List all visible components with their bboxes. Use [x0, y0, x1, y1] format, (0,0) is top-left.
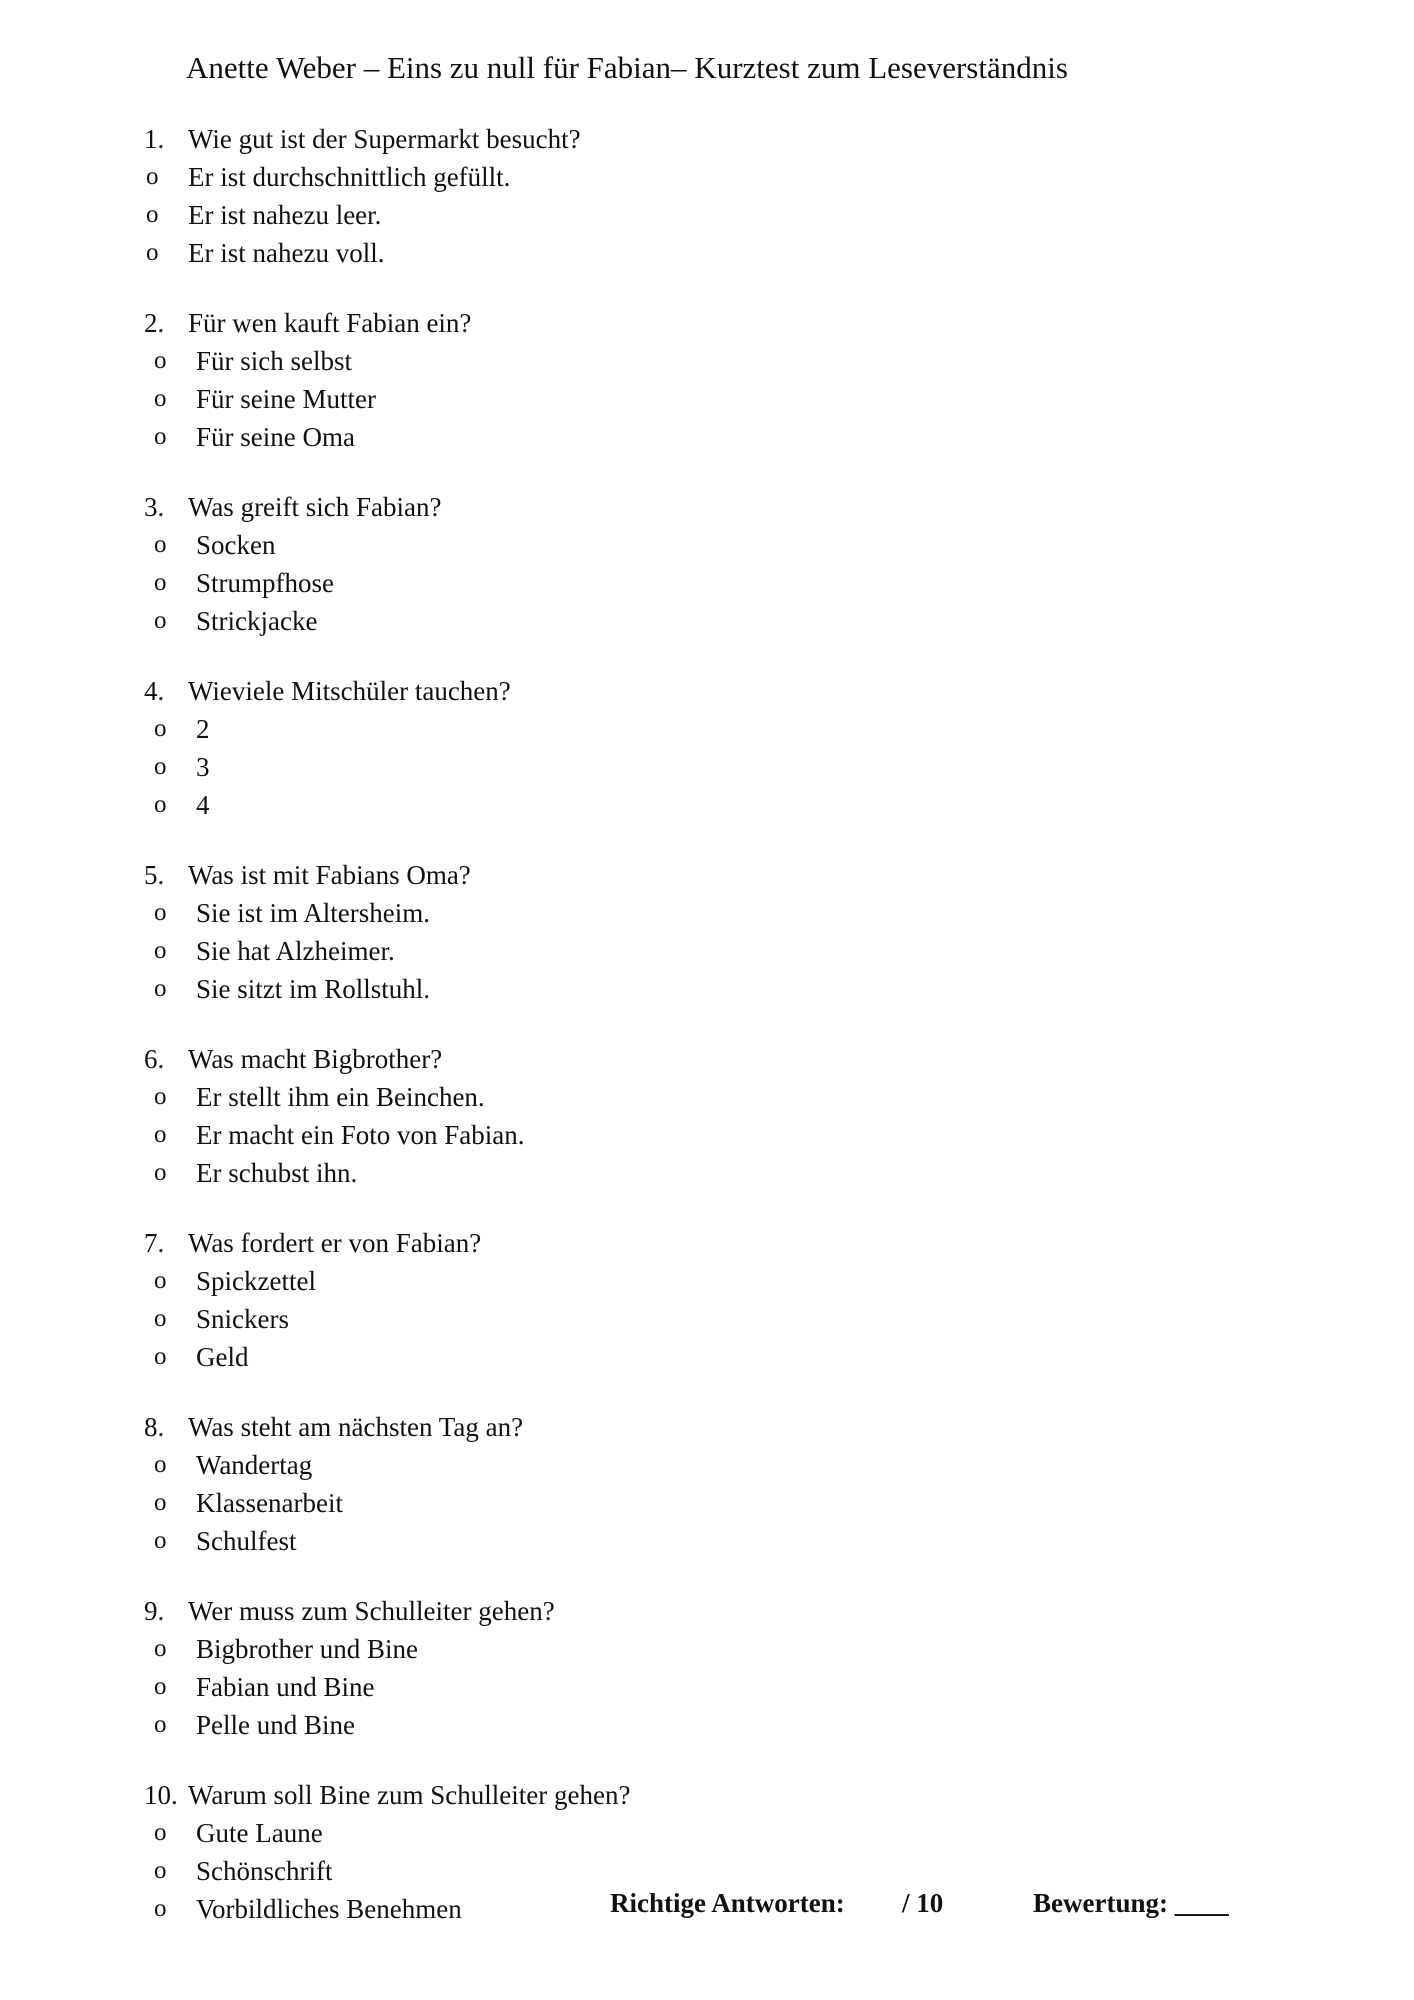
answer-option-text: Bigbrother und Bine — [196, 1634, 418, 1664]
question-9 — [144, 1592, 1344, 1776]
answer-option-text: Sie sitzt im Rollstuhl. — [196, 974, 431, 1004]
answer-option[interactable] — [144, 418, 1344, 456]
question-number: 7. — [144, 1228, 165, 1258]
answer-option[interactable] — [144, 1154, 1344, 1192]
answer-option-text: Gute Laune — [196, 1818, 323, 1848]
answer-option[interactable] — [144, 748, 1344, 786]
page-title: Anette Weber – Eins zu null für Fabian– Kurztest zum Leseverständnis — [186, 50, 1068, 85]
checkbox-circle-icon[interactable]: o — [154, 1267, 167, 1294]
answer-option-text: Sie ist im Altersheim. — [196, 898, 430, 928]
question-number: 6. — [144, 1044, 165, 1074]
answer-option-text: Für sich selbst — [196, 346, 353, 376]
answer-option-text: Socken — [196, 530, 276, 560]
answer-option-text: Geld — [196, 1342, 249, 1372]
answer-option[interactable] — [144, 786, 1344, 824]
answer-option[interactable] — [144, 1338, 1344, 1376]
answer-option-text: Sie hat Alzheimer. — [196, 936, 395, 966]
answer-option[interactable] — [144, 1814, 1344, 1852]
checkbox-circle-icon[interactable]: o — [154, 1527, 167, 1554]
checkbox-circle-icon[interactable]: o — [154, 1711, 167, 1738]
correct-answers-label: Richtige Antworten: — [610, 1888, 845, 1918]
answer-option-text: Schulfest — [196, 1526, 297, 1556]
answer-option[interactable] — [144, 1668, 1344, 1706]
question-number: 3. — [144, 492, 165, 522]
answer-option[interactable] — [144, 526, 1344, 564]
answer-option-text: Fabian und Bine — [196, 1672, 375, 1702]
checkbox-circle-icon[interactable]: o — [154, 975, 167, 1002]
answer-option[interactable] — [144, 1484, 1344, 1522]
question-number: 9. — [144, 1596, 165, 1626]
question-text: Für wen kauft Fabian ein? — [188, 308, 472, 338]
answer-option[interactable] — [144, 564, 1344, 602]
question-number: 1. — [144, 124, 165, 154]
question-6 — [144, 1040, 1344, 1224]
answer-option[interactable] — [144, 1262, 1344, 1300]
question-10 — [144, 1776, 1344, 1960]
answer-option-text: Er ist durchschnittlich gefüllt. — [188, 162, 511, 192]
answer-option-text: Pelle und Bine — [196, 1710, 355, 1740]
question-number: 5. — [144, 860, 165, 890]
checkbox-circle-icon[interactable]: o — [154, 1343, 167, 1370]
question-7 — [144, 1224, 1344, 1408]
answer-option[interactable] — [144, 1522, 1344, 1560]
checkbox-circle-icon[interactable]: o — [146, 201, 159, 228]
checkbox-circle-icon[interactable]: o — [154, 531, 167, 558]
question-number: 4. — [144, 676, 165, 706]
answer-option[interactable] — [144, 970, 1344, 1008]
answer-option-text: Er macht ein Foto von Fabian. — [196, 1120, 525, 1150]
checkbox-circle-icon[interactable]: o — [154, 1895, 167, 1922]
question-text: Was ist mit Fabians Oma? — [188, 860, 471, 890]
question-1 — [144, 120, 1344, 304]
question-number: 2. — [144, 308, 165, 338]
answer-option-text: 2 — [196, 714, 210, 744]
checkbox-circle-icon[interactable]: o — [154, 753, 167, 780]
checkbox-circle-icon[interactable]: o — [154, 1083, 167, 1110]
question-number: 10. — [144, 1780, 178, 1810]
score-total: / 10 — [902, 1888, 944, 1918]
checkbox-circle-icon[interactable]: o — [154, 791, 167, 818]
checkbox-circle-icon[interactable]: o — [154, 347, 167, 374]
checkbox-circle-icon[interactable]: o — [154, 1819, 167, 1846]
answer-option-text: 3 — [196, 752, 210, 782]
checkbox-circle-icon[interactable]: o — [154, 423, 167, 450]
answer-option[interactable] — [144, 932, 1344, 970]
answer-option[interactable] — [144, 1078, 1344, 1116]
question-number: 8. — [144, 1412, 165, 1442]
answer-option-text: Snickers — [196, 1304, 289, 1334]
answer-option[interactable] — [144, 602, 1344, 640]
answer-option[interactable] — [144, 380, 1344, 418]
checkbox-circle-icon[interactable]: o — [154, 937, 167, 964]
checkbox-circle-icon[interactable]: o — [154, 1159, 167, 1186]
answer-option[interactable] — [144, 1630, 1344, 1668]
question-text: Was macht Bigbrother? — [188, 1044, 443, 1074]
answer-option-text: Spickzettel — [196, 1266, 316, 1296]
answer-option[interactable] — [144, 196, 1344, 234]
answer-option-text: Vorbildliches Benehmen — [196, 1894, 462, 1924]
answer-option[interactable] — [144, 1706, 1344, 1744]
answer-option[interactable] — [144, 1116, 1344, 1154]
answer-option-text: Er ist nahezu voll. — [188, 238, 385, 268]
answer-option[interactable] — [144, 710, 1344, 748]
answer-option[interactable] — [144, 342, 1344, 380]
checkbox-circle-icon[interactable]: o — [154, 715, 167, 742]
checkbox-circle-icon[interactable]: o — [154, 899, 167, 926]
answer-option-text: Schönschrift — [196, 1856, 333, 1886]
checkbox-circle-icon[interactable]: o — [154, 1489, 167, 1516]
question-text: Was fordert er von Fabian? — [188, 1228, 482, 1258]
answer-option[interactable] — [144, 158, 1344, 196]
question-3 — [144, 488, 1344, 672]
question-text: Was steht am nächsten Tag an? — [188, 1412, 524, 1442]
checkbox-circle-icon[interactable]: o — [154, 569, 167, 596]
answer-option-text: Er ist nahezu leer. — [188, 200, 382, 230]
question-text: Warum soll Bine zum Schulleiter gehen? — [188, 1780, 631, 1810]
checkbox-circle-icon[interactable]: o — [146, 239, 159, 266]
grade-field[interactable]: Bewertung: ____ — [1033, 1888, 1229, 1918]
question-text: Was greift sich Fabian? — [188, 492, 442, 522]
answer-option[interactable] — [144, 894, 1344, 932]
question-text: Wer muss zum Schulleiter gehen? — [188, 1596, 555, 1626]
answer-option-text: Strumpfhose — [196, 568, 334, 598]
question-2 — [144, 304, 1344, 488]
answer-option-text: Strickjacke — [196, 606, 318, 636]
checkbox-circle-icon[interactable]: o — [154, 385, 167, 412]
checkbox-circle-icon[interactable]: o — [154, 1451, 167, 1478]
question-8 — [144, 1408, 1344, 1592]
question-text: Wieviele Mitschüler tauchen? — [188, 676, 511, 706]
answer-option-text: Wandertag — [196, 1450, 313, 1480]
answer-option-text: Er schubst ihn. — [196, 1158, 358, 1188]
checkbox-circle-icon[interactable]: o — [154, 1121, 167, 1148]
question-list — [144, 120, 1344, 1960]
question-text: Wie gut ist der Supermarkt besucht? — [188, 124, 581, 154]
checkbox-circle-icon[interactable]: o — [154, 607, 167, 634]
checkbox-circle-icon[interactable]: o — [146, 163, 159, 190]
answer-option-text: Klassenarbeit — [196, 1488, 343, 1518]
answer-option[interactable] — [144, 234, 1344, 272]
answer-option[interactable] — [144, 1300, 1344, 1338]
checkbox-circle-icon[interactable]: o — [154, 1305, 167, 1332]
question-5 — [144, 856, 1344, 1040]
question-4 — [144, 672, 1344, 856]
answer-option-text: Er stellt ihm ein Beinchen. — [196, 1082, 485, 1112]
checkbox-circle-icon[interactable]: o — [154, 1673, 167, 1700]
checkbox-circle-icon[interactable]: o — [154, 1857, 167, 1884]
answer-option-text: Für seine Oma — [196, 422, 355, 452]
answer-option-text: 4 — [196, 790, 210, 820]
checkbox-circle-icon[interactable]: o — [154, 1635, 167, 1662]
answer-option[interactable] — [144, 1446, 1344, 1484]
answer-option-text: Für seine Mutter — [196, 384, 376, 414]
